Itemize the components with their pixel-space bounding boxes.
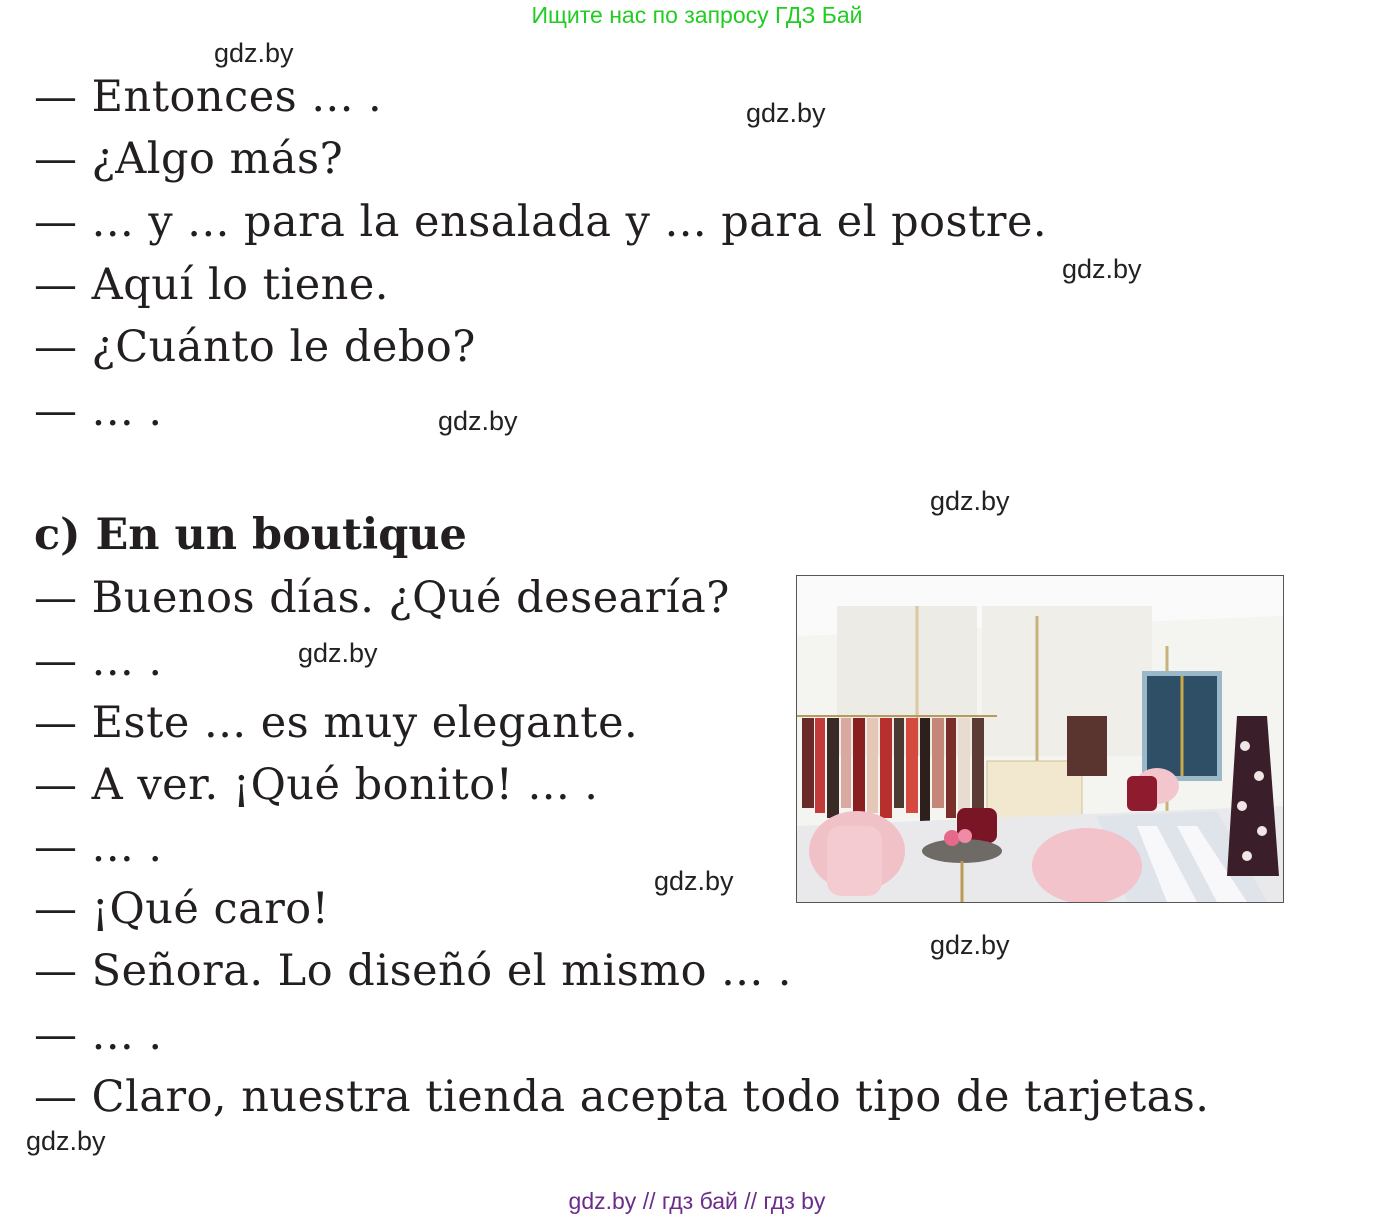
watermark: gdz.by [746, 98, 826, 128]
dialog-line: — A ver. ¡Qué bonito! ... . [34, 760, 599, 810]
watermark: gdz.by [214, 38, 294, 68]
watermark: gdz.by [298, 638, 378, 668]
dialog-line: — ¿Cuánto le debo? [34, 322, 476, 372]
section-heading: c) En un boutique [34, 510, 467, 560]
boutique-photo [796, 575, 1284, 903]
dialog-line: — ... . [34, 636, 163, 686]
dialog-line: — ¿Algo más? [34, 134, 344, 184]
watermark: gdz.by [438, 406, 518, 436]
dialog-line: — ... . [34, 822, 163, 872]
dialog-line: — Este ... es muy elegante. [34, 698, 639, 748]
dialog-line: — Aquí lo tiene. [34, 260, 389, 310]
dialog-line: — ... . [34, 1010, 163, 1060]
dialog-line: — Buenos días. ¿Qué desearía? [34, 573, 730, 623]
watermark: gdz.by [930, 486, 1010, 516]
dialog-line: — ... . [34, 386, 163, 436]
dialog-line: — Claro, nuestra tienda acepta todo tipo de tarjetas. [34, 1072, 1210, 1122]
footer-watermark: gdz.by // гдз бай // гдз by [568, 1188, 826, 1214]
dialog-line: — Señora. Lo diseñó el mismo ... . [34, 946, 792, 996]
dialog-line: — Entonces ... . [34, 72, 383, 122]
watermark: gdz.by [26, 1126, 106, 1156]
top-banner: Ищите нас по запросу ГДЗ Бай [531, 2, 863, 28]
watermark: gdz.by [654, 866, 734, 896]
dialog-line: — ... y ... para la ensalada y ... para el postre. [34, 197, 1048, 247]
watermark: gdz.by [1062, 254, 1142, 284]
dialog-line: — ¡Qué caro! [34, 884, 330, 934]
watermark: gdz.by [930, 930, 1010, 960]
